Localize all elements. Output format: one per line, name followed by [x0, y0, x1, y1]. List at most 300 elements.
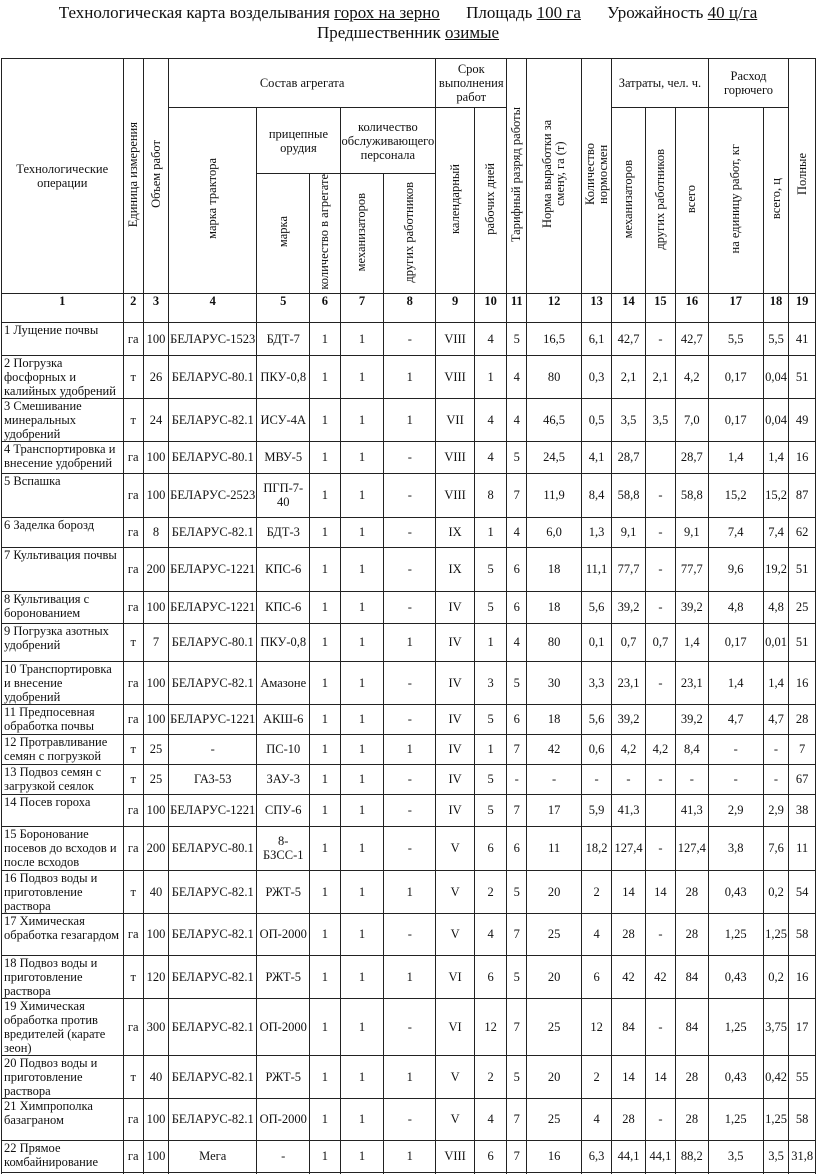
table-row [2, 398, 816, 441]
table-cell: 9,1 [675, 517, 708, 547]
table-cell: т [123, 955, 143, 998]
table-cell: 100 [143, 591, 168, 623]
table-cell: 16 [789, 955, 816, 998]
table-row [2, 1055, 816, 1098]
header-labor-total: всего [675, 108, 708, 294]
table-cell: 62 [789, 517, 816, 547]
table-cell: БЕЛАРУС-1221 [169, 794, 257, 826]
column-number: 2 [123, 293, 143, 322]
table-cell: 1 [310, 764, 340, 794]
table-cell: 6 [475, 1140, 507, 1172]
table-cell: га [123, 517, 143, 547]
table-cell: 4 [475, 441, 507, 473]
table-cell: 1,4 [763, 661, 789, 704]
table-cell [475, 1172, 507, 1174]
yield-label: Урожайность [607, 3, 704, 22]
table-cell: IX [436, 547, 475, 591]
table-cell: - [507, 764, 527, 794]
header-labor-other: других работников [645, 108, 675, 294]
table-cell: - [645, 998, 675, 1055]
table-cell: га [123, 661, 143, 704]
predecessor-label: Предшественник [316, 23, 441, 42]
table-cell: 9,1 [612, 517, 646, 547]
table-cell: т [123, 398, 143, 441]
table-cell: 5 [507, 955, 527, 998]
table-row [2, 322, 816, 355]
table-cell: 0,04 [763, 355, 789, 398]
table-cell: 2,1 [645, 355, 675, 398]
table-cell: т [123, 870, 143, 913]
table-cell: БЕЛАРУС-82.1 [169, 661, 257, 704]
table-cell: га [123, 591, 143, 623]
header-term-days: рабочих дней [475, 108, 507, 294]
table-row [2, 547, 816, 591]
table-cell: 5 [475, 591, 507, 623]
table-cell: ПГП-7-40 [257, 473, 310, 517]
table-cell: 8,4 [675, 734, 708, 764]
table-row [2, 1098, 816, 1140]
column-number: 5 [257, 293, 310, 322]
table-cell [645, 704, 675, 734]
table-cell: ЗАУ-3 [257, 764, 310, 794]
table-cell: 41 [789, 322, 816, 355]
table-cell: 1 [310, 1055, 340, 1098]
table-cell: РЖТ-5 [257, 1055, 310, 1098]
table-cell: 5 [475, 704, 507, 734]
table-cell: - [384, 517, 436, 547]
table-cell: IV [436, 661, 475, 704]
header-fuel-total: всего, ц [763, 108, 789, 294]
column-number: 14 [612, 293, 646, 322]
table-cell: - [645, 826, 675, 870]
table-cell: VIII [436, 355, 475, 398]
table-cell: 16 [527, 1140, 582, 1172]
table-cell: 3 [475, 661, 507, 704]
column-number: 12 [527, 293, 582, 322]
table-cell: 4,2 [675, 355, 708, 398]
table-cell: 40 [143, 870, 168, 913]
column-number: 16 [675, 293, 708, 322]
table-cell [257, 1172, 310, 1174]
table-cell: 41,3 [612, 794, 646, 826]
table-cell: 15,2 [763, 473, 789, 517]
table-cell: 77,7 [675, 547, 708, 591]
table-cell: 18,2 [582, 826, 612, 870]
table-cell: 5,5 [708, 322, 763, 355]
table-cell: БЕЛАРУС-82.1 [169, 398, 257, 441]
table-cell: 0,17 [708, 623, 763, 661]
table-cell: КПС-6 [257, 591, 310, 623]
column-number: 19 [789, 293, 816, 322]
table-cell: 0,43 [708, 1055, 763, 1098]
table-cell: 3,75 [763, 998, 789, 1055]
table-cell [789, 1172, 816, 1174]
table-cell: 84 [675, 955, 708, 998]
table-cell: т [123, 1055, 143, 1098]
column-number: 9 [436, 293, 475, 322]
table-cell: 4 [475, 322, 507, 355]
table-cell: БЕЛАРУС-80.1 [169, 441, 257, 473]
table-cell: 1,25 [763, 1098, 789, 1140]
table-cell: 58,8 [675, 473, 708, 517]
table-cell: 39,2 [675, 704, 708, 734]
table-cell: 5 [475, 764, 507, 794]
table-cell: 11 [527, 826, 582, 870]
operation-name: 13 Подвоз семян с загрузкой сеялок [2, 764, 124, 794]
table-cell: - [645, 661, 675, 704]
header-norm: Норма выработки за смену, га (т) [527, 59, 582, 294]
table-cell: - [582, 764, 612, 794]
table-cell: 80 [527, 355, 582, 398]
table-row [2, 517, 816, 547]
table-cell: 1 [384, 398, 436, 441]
table-cell: 12 [582, 998, 612, 1055]
table-cell: - [763, 764, 789, 794]
table-cell: 28 [789, 704, 816, 734]
table-cell: 5,5 [763, 322, 789, 355]
table-cell: 39,2 [612, 704, 646, 734]
table-cell: 4 [507, 355, 527, 398]
table-cell: 0,2 [763, 870, 789, 913]
table-cell: 8,4 [582, 473, 612, 517]
operation-name: 10 Транспортировка и внесение удобрений [2, 661, 124, 704]
table-cell: 1 [340, 623, 384, 661]
table-cell: т [123, 355, 143, 398]
table-cell: IV [436, 794, 475, 826]
column-number: 11 [507, 293, 527, 322]
header-labor-mech: механизаторов [612, 108, 646, 294]
operation-name: 8 Культивация с боронованием [2, 591, 124, 623]
table-cell: 4 [507, 623, 527, 661]
table-cell: 15,2 [708, 473, 763, 517]
table-cell: 24 [143, 398, 168, 441]
table-cell: 1 [475, 517, 507, 547]
table-cell: га [123, 1140, 143, 1172]
operation-name: 2 Погрузка фосфорных и калийных удобрений [2, 355, 124, 398]
table-cell: 80 [527, 623, 582, 661]
table-cell: 28,7 [675, 441, 708, 473]
table-cell: - [384, 1098, 436, 1140]
table-cell: 100 [143, 661, 168, 704]
table-cell: V [436, 1055, 475, 1098]
table-cell: 5 [475, 547, 507, 591]
table-cell [340, 1172, 384, 1174]
table-cell: 1 [310, 794, 340, 826]
table-cell: 8 [475, 473, 507, 517]
table-cell: 6,0 [527, 517, 582, 547]
header-tractor: марка трактора [169, 108, 257, 294]
table-cell: 8-БЗСС-1 [257, 826, 310, 870]
table-cell: 28 [612, 913, 646, 955]
table-cell: ГАЗ-53 [169, 764, 257, 794]
table-cell: 4,2 [645, 734, 675, 764]
table-cell: АКШ-6 [257, 704, 310, 734]
table-cell: IV [436, 764, 475, 794]
table-cell: 46,5 [527, 398, 582, 441]
operation-name: 19 Химическая обработка против вредителей (карате зеон) [2, 998, 124, 1055]
table-cell: 7 [507, 734, 527, 764]
table-cell: 1,25 [708, 1098, 763, 1140]
table-cell: 0,43 [708, 870, 763, 913]
table-cell: 16,5 [527, 322, 582, 355]
table-cell: БЕЛАРУС-1221 [169, 591, 257, 623]
table-cell [143, 1172, 168, 1174]
table-cell: 100 [143, 704, 168, 734]
operation-name: 16 Подвоз воды и приготовление раствора [2, 870, 124, 913]
table-cell: 26 [143, 355, 168, 398]
table-cell: га [123, 826, 143, 870]
table-cell: 0,01 [763, 623, 789, 661]
table-cell: V [436, 913, 475, 955]
table-row [2, 355, 816, 398]
table-row [2, 1140, 816, 1172]
table-row [2, 661, 816, 704]
predecessor-value: озимые [445, 23, 500, 42]
table-cell: 1 [310, 913, 340, 955]
table-cell: 20 [527, 1055, 582, 1098]
header-implement-count: количество в агрегате [310, 174, 340, 294]
table-cell: 12 [475, 998, 507, 1055]
operation-name: 3 Смешивание минеральных удобрений [2, 398, 124, 441]
table-row [2, 826, 816, 870]
table-cell: - [612, 764, 646, 794]
table-cell: V [436, 826, 475, 870]
table-cell: 1,4 [675, 623, 708, 661]
table-cell: 2 [582, 1055, 612, 1098]
table-cell: 2 [582, 870, 612, 913]
table-cell: 18 [527, 547, 582, 591]
table-cell [527, 1172, 582, 1174]
header-volume: Объем работ [143, 59, 168, 294]
table-cell: - [645, 591, 675, 623]
table-cell: - [384, 764, 436, 794]
table-cell: т [123, 734, 143, 764]
table-cell: - [384, 794, 436, 826]
table-cell [310, 1172, 340, 1174]
table-cell: 4 [475, 913, 507, 955]
header-operations: Технологические операции [2, 59, 124, 294]
table-cell: 300 [143, 998, 168, 1055]
table-cell: СПУ-6 [257, 794, 310, 826]
table-cell: 18 [527, 591, 582, 623]
table-cell: 7 [507, 1140, 527, 1172]
table-cell: БЕЛАРУС-82.1 [169, 913, 257, 955]
column-number: 13 [582, 293, 612, 322]
table-cell: 1 [384, 623, 436, 661]
table-cell: 6,1 [582, 322, 612, 355]
table-cell [675, 1172, 708, 1174]
table-cell: 1,25 [708, 913, 763, 955]
table-cell: ПС-10 [257, 734, 310, 764]
table-cell: га [123, 322, 143, 355]
table-cell: 19,2 [763, 547, 789, 591]
table-cell: 4,2 [612, 734, 646, 764]
table-cell: 67 [789, 764, 816, 794]
table-cell: га [123, 998, 143, 1055]
table-cell: га [123, 547, 143, 591]
table-row [2, 441, 816, 473]
table-cell: 7 [507, 998, 527, 1055]
column-number: 18 [763, 293, 789, 322]
table-cell: 1 [384, 1140, 436, 1172]
table-cell: БЕЛАРУС-2523 [169, 473, 257, 517]
table-cell: 4 [507, 398, 527, 441]
table-cell: БЕЛАРУС-1221 [169, 547, 257, 591]
table-cell: - [645, 547, 675, 591]
table-cell: 0,04 [763, 398, 789, 441]
table-cell: га [123, 913, 143, 955]
table-cell: 1 [340, 1098, 384, 1140]
operation-name: 11 Предпосевная обработка почвы [2, 704, 124, 734]
table-row [2, 998, 816, 1055]
table-cell: КПС-6 [257, 547, 310, 591]
table-cell [645, 794, 675, 826]
column-number: 4 [169, 293, 257, 322]
header-aggregate: Состав агрегата [169, 59, 436, 108]
operation-name: 6 Заделка борозд [2, 517, 124, 547]
header-shifts: Количество нормосмен [582, 59, 612, 294]
table-cell: 0,7 [612, 623, 646, 661]
table-cell: 1 [340, 517, 384, 547]
table-cell: 200 [143, 547, 168, 591]
table-cell [123, 1172, 143, 1174]
table-cell: 7,0 [675, 398, 708, 441]
table-cell: БЕЛАРУС-82.1 [169, 1055, 257, 1098]
table-row [2, 764, 816, 794]
table-row [2, 623, 816, 661]
table-cell: 28 [675, 1098, 708, 1140]
table-cell: 5,9 [582, 794, 612, 826]
table-cell: 1 [310, 661, 340, 704]
table-cell: - [384, 704, 436, 734]
table-cell: 0,5 [582, 398, 612, 441]
table-cell: 25 [143, 764, 168, 794]
table-cell: 4,7 [763, 704, 789, 734]
table-cell: БЕЛАРУС-80.1 [169, 623, 257, 661]
table-cell: - [645, 913, 675, 955]
table-cell: 2,1 [612, 355, 646, 398]
table-cell: 42,7 [675, 322, 708, 355]
column-number: 7 [340, 293, 384, 322]
table-cell: 24,5 [527, 441, 582, 473]
table-cell: га [123, 473, 143, 517]
table-cell: - [384, 473, 436, 517]
table-cell: - [384, 441, 436, 473]
table-cell: 49 [789, 398, 816, 441]
table-cell: 84 [675, 998, 708, 1055]
table-cell: 5 [507, 1055, 527, 1098]
table-cell: 18 [527, 704, 582, 734]
table-cell: 28 [675, 913, 708, 955]
table-cell: 1 [340, 591, 384, 623]
column-number: 3 [143, 293, 168, 322]
operation-name: 14 Посев гороха [2, 794, 124, 826]
table-cell: 6 [507, 591, 527, 623]
table-cell: 7 [143, 623, 168, 661]
table-cell [612, 1172, 646, 1174]
table-cell: 7 [789, 734, 816, 764]
table-cell: 38 [789, 794, 816, 826]
table-cell: VIII [436, 322, 475, 355]
table-cell: 6 [582, 955, 612, 998]
table-cell: 1 [384, 955, 436, 998]
table-cell: 1 [310, 591, 340, 623]
table-cell: 1 [475, 623, 507, 661]
table-cell: 25 [143, 734, 168, 764]
table-cell: га [123, 1098, 143, 1140]
header-last: Полные [789, 59, 816, 294]
table-cell: 1,4 [708, 441, 763, 473]
table-cell: 44,1 [612, 1140, 646, 1172]
table-cell: - [645, 473, 675, 517]
table-row [2, 704, 816, 734]
table-cell: 2,9 [708, 794, 763, 826]
operation-name: 5 Вспашка [2, 473, 124, 517]
table-cell: 20 [527, 870, 582, 913]
table-cell: 1 [384, 870, 436, 913]
table-cell: 6,3 [582, 1140, 612, 1172]
table-cell: - [675, 764, 708, 794]
table-cell: 7,4 [708, 517, 763, 547]
table-cell: 7 [507, 794, 527, 826]
table-cell: 3,5 [763, 1140, 789, 1172]
table-cell: 28,7 [612, 441, 646, 473]
table-cell: - [645, 517, 675, 547]
table-cell: 42 [645, 955, 675, 998]
table-cell: 1 [340, 355, 384, 398]
table-cell: 23,1 [612, 661, 646, 704]
table-cell: 1 [340, 734, 384, 764]
table-cell: 58,8 [612, 473, 646, 517]
title-crop: горох на зерно [334, 3, 440, 22]
table-cell: 1 [310, 955, 340, 998]
title-line-2 [0, 22, 816, 44]
table-cell: 5 [507, 441, 527, 473]
table-cell: - [384, 913, 436, 955]
table-cell: РЖТ-5 [257, 870, 310, 913]
table-cell: БДТ-3 [257, 517, 310, 547]
table-cell: 1 [310, 398, 340, 441]
table-cell: т [123, 764, 143, 794]
table-cell [708, 1172, 763, 1174]
header-rank: Тарифный разряд работы [507, 59, 527, 294]
header-staff-other: других работников [384, 174, 436, 294]
table-cell [645, 441, 675, 473]
table-cell: 42,7 [612, 322, 646, 355]
table-cell: 7 [507, 913, 527, 955]
table-cell: 127,4 [675, 826, 708, 870]
table-cell: 1 [310, 441, 340, 473]
table-cell: 42 [527, 734, 582, 764]
operation-name: 18 Подвоз воды и приготовление раствора [2, 955, 124, 998]
table-cell: 9,6 [708, 547, 763, 591]
table-cell: VI [436, 955, 475, 998]
header-term-calendar: календарный [436, 108, 475, 294]
table-cell: 1 [310, 473, 340, 517]
table-cell: 6 [475, 826, 507, 870]
table-cell: 5 [507, 661, 527, 704]
table-cell: 6 [507, 826, 527, 870]
table-cell: IX [436, 517, 475, 547]
table-cell: 1 [384, 1055, 436, 1098]
table-cell: VIII [436, 473, 475, 517]
operation-name: 9 Погрузка азотных удобрений [2, 623, 124, 661]
table-cell: - [708, 764, 763, 794]
table-cell: 6 [507, 547, 527, 591]
table-cell: 1 [340, 764, 384, 794]
table-cell: 4,8 [763, 591, 789, 623]
column-number-row [2, 293, 816, 322]
